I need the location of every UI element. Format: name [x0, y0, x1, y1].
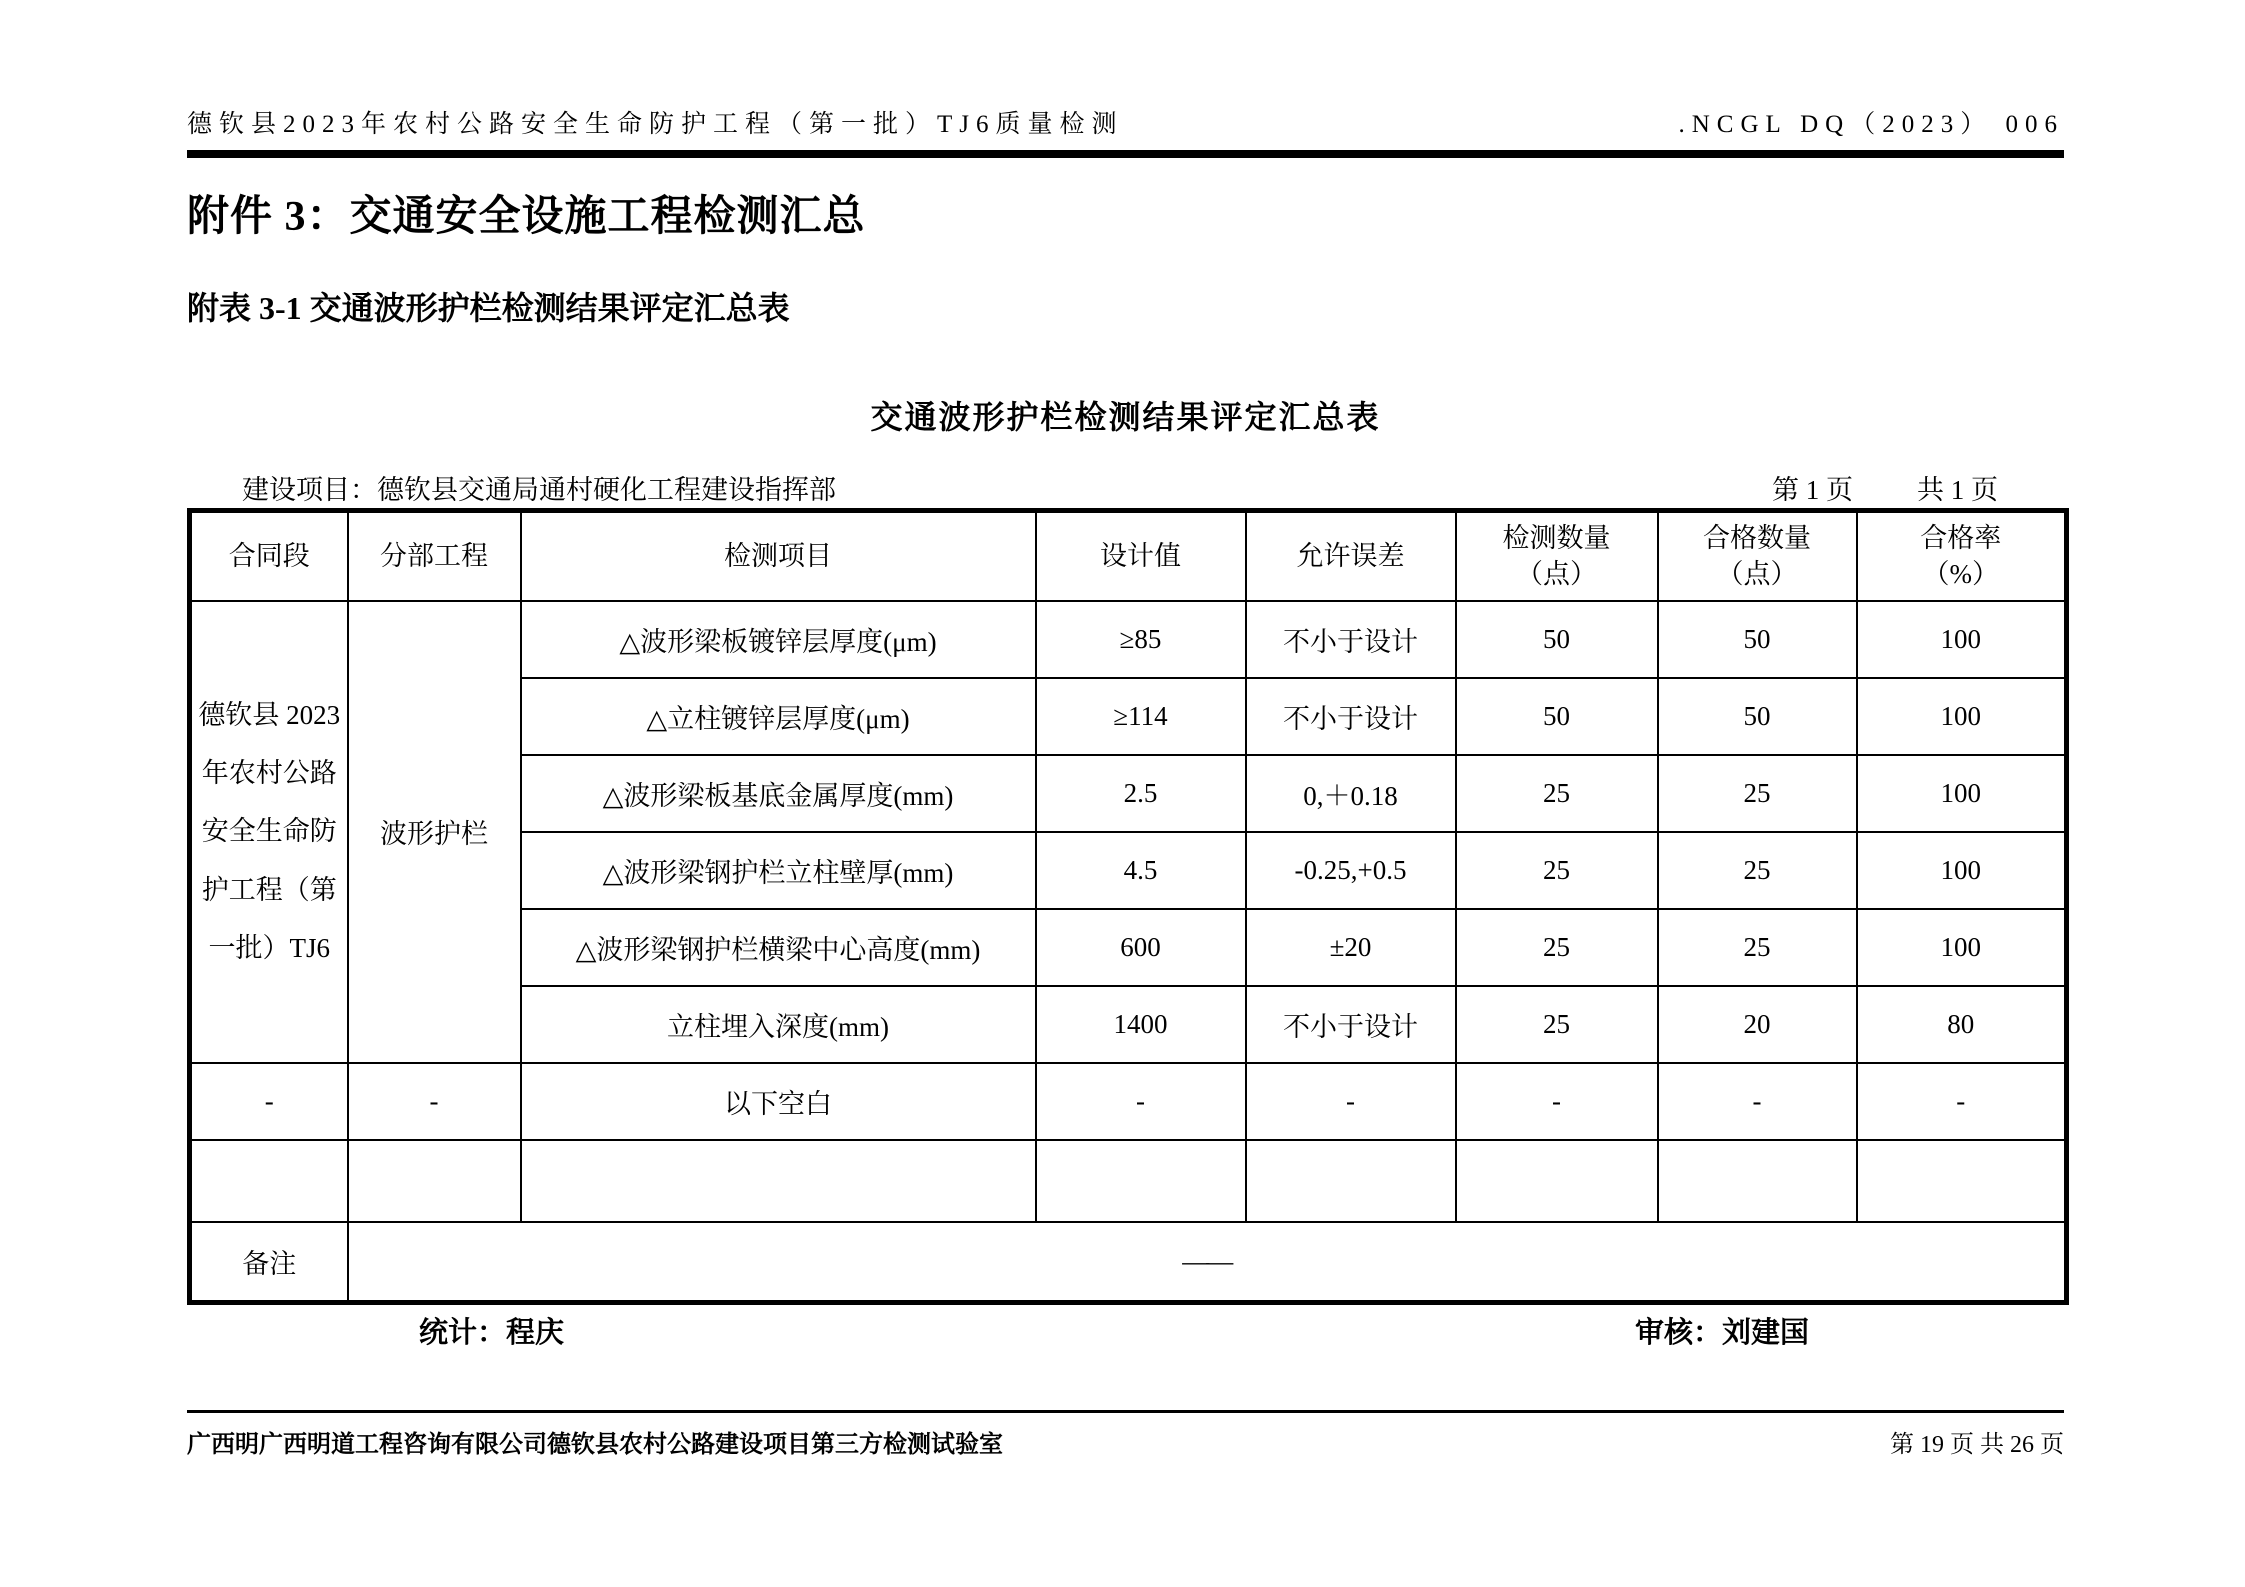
- tested-cell: 50: [1456, 601, 1658, 678]
- header-passed-count: 合格数量 （点）: [1658, 511, 1857, 601]
- contract-section-cell: 德钦县 2023 年农村公路安全生命防护工程（第一批）TJ6: [190, 601, 348, 1063]
- page-number-label: 第 1 页: [1772, 475, 1853, 505]
- header-inspection-item: 检测项目: [521, 511, 1036, 601]
- subtable-title: 附表 3-1 交通波形护栏检测结果评定汇总表: [187, 290, 790, 326]
- tested-cell: 25: [1456, 909, 1658, 986]
- remark-row: [190, 1222, 2067, 1303]
- division-work-cell: 波形护栏: [348, 601, 521, 1063]
- header-double-rule: [187, 150, 2064, 158]
- running-header-left: 德钦县2023年农村公路安全生命防护工程（第一批）TJ6质量检测: [187, 111, 1124, 138]
- item-cell: △波形梁板镀锌层厚度(μm): [521, 601, 1036, 678]
- header-contract-section: 合同段: [190, 511, 348, 601]
- passed-cell: 25: [1658, 755, 1857, 832]
- item-cell: △波形梁钢护栏横梁中心高度(mm): [521, 909, 1036, 986]
- item-cell: 立柱埋入深度(mm): [521, 986, 1036, 1063]
- rate-cell: 80: [1857, 986, 2067, 1063]
- passed-cell: 20: [1658, 986, 1857, 1063]
- footer-organization: 广西明广西明道工程咨询有限公司德钦县农村公路建设项目第三方检测试验室: [187, 1431, 1003, 1458]
- passed-cell: 50: [1658, 678, 1857, 755]
- table-title: 交通波形护栏检测结果评定汇总表: [870, 399, 1381, 435]
- empty-row: [190, 1140, 2067, 1222]
- remark-value-cell: ——: [348, 1222, 2067, 1303]
- blank-below-cell: 以下空白: [521, 1063, 1036, 1140]
- header-allowed-tolerance: 允许误差: [1246, 511, 1456, 601]
- running-header-right: .NCGL DQ（2023） 006: [1678, 111, 2064, 138]
- design-cell: 2.5: [1036, 755, 1246, 832]
- tested-dash-cell: -: [1456, 1063, 1658, 1140]
- header-pass-rate: 合格率 （%）: [1857, 511, 2067, 601]
- rate-dash-cell: -: [1857, 1063, 2067, 1140]
- header-design-value: 设计值: [1036, 511, 1246, 601]
- passed-dash-cell: -: [1658, 1063, 1857, 1140]
- tolerance-cell: -0.25,+0.5: [1246, 832, 1456, 909]
- tested-cell: 25: [1456, 755, 1658, 832]
- empty-cell: [1036, 1140, 1246, 1222]
- design-cell: 1400: [1036, 986, 1246, 1063]
- tested-cell: 25: [1456, 986, 1658, 1063]
- total-pages-label: 共 1 页: [1917, 475, 1998, 505]
- design-dash-cell: -: [1036, 1063, 1246, 1140]
- division-dash-cell: -: [348, 1063, 521, 1140]
- tolerance-cell: 不小于设计: [1246, 678, 1456, 755]
- attachment-title: 附件 3：交通安全设施工程检测汇总: [187, 194, 866, 240]
- empty-cell: [521, 1140, 1036, 1222]
- empty-cell: [1857, 1140, 2067, 1222]
- footer-page-number: 第 19 页 共 26 页: [1890, 1432, 2064, 1458]
- contract-dash-cell: -: [190, 1063, 348, 1140]
- passed-cell: 25: [1658, 832, 1857, 909]
- table-row: [190, 601, 2067, 678]
- empty-cell: [1246, 1140, 1456, 1222]
- project-label: 建设项目：德钦县交通局通村硬化工程建设指挥部: [242, 475, 836, 505]
- design-cell: ≥85: [1036, 601, 1246, 678]
- header-tested-count: 检测数量 （点）: [1456, 511, 1658, 601]
- design-cell: ≥114: [1036, 678, 1246, 755]
- rate-cell: 100: [1857, 678, 2067, 755]
- item-cell: △波形梁板基底金属厚度(mm): [521, 755, 1036, 832]
- rate-cell: 100: [1857, 601, 2067, 678]
- design-cell: 600: [1036, 909, 1246, 986]
- empty-cell: [190, 1140, 348, 1222]
- rate-cell: 100: [1857, 755, 2067, 832]
- rate-cell: 100: [1857, 832, 2067, 909]
- tolerance-cell: 不小于设计: [1246, 601, 1456, 678]
- tested-cell: 50: [1456, 678, 1658, 755]
- header-division-work: 分部工程: [348, 511, 521, 601]
- tested-cell: 25: [1456, 832, 1658, 909]
- item-cell: △立柱镀锌层厚度(μm): [521, 678, 1036, 755]
- running-footer: [187, 1424, 2064, 1459]
- blank-marker-row: [190, 1063, 2067, 1140]
- design-cell: 4.5: [1036, 832, 1246, 909]
- statistician-label: 统计：程庆: [419, 1317, 565, 1349]
- empty-cell: [1658, 1140, 1857, 1222]
- empty-cell: [1456, 1140, 1658, 1222]
- reviewer-label: 审核：刘建国: [1635, 1317, 1810, 1349]
- passed-cell: 25: [1658, 909, 1857, 986]
- inspection-summary-table: [187, 508, 2069, 1305]
- passed-cell: 50: [1658, 601, 1857, 678]
- rate-cell: 100: [1857, 909, 2067, 986]
- tolerance-cell: 0,＋0.18: [1246, 755, 1456, 832]
- empty-cell: [348, 1140, 521, 1222]
- table-header-row: [190, 511, 2067, 601]
- item-cell: △波形梁钢护栏立柱壁厚(mm): [521, 832, 1036, 909]
- signature-line: [187, 1310, 2064, 1350]
- tolerance-cell: ±20: [1246, 909, 1456, 986]
- footer-rule: [187, 1410, 2064, 1413]
- running-header: [187, 104, 2064, 140]
- tolerance-cell: 不小于设计: [1246, 986, 1456, 1063]
- remark-label-cell: 备注: [190, 1222, 348, 1303]
- tolerance-dash-cell: -: [1246, 1063, 1456, 1140]
